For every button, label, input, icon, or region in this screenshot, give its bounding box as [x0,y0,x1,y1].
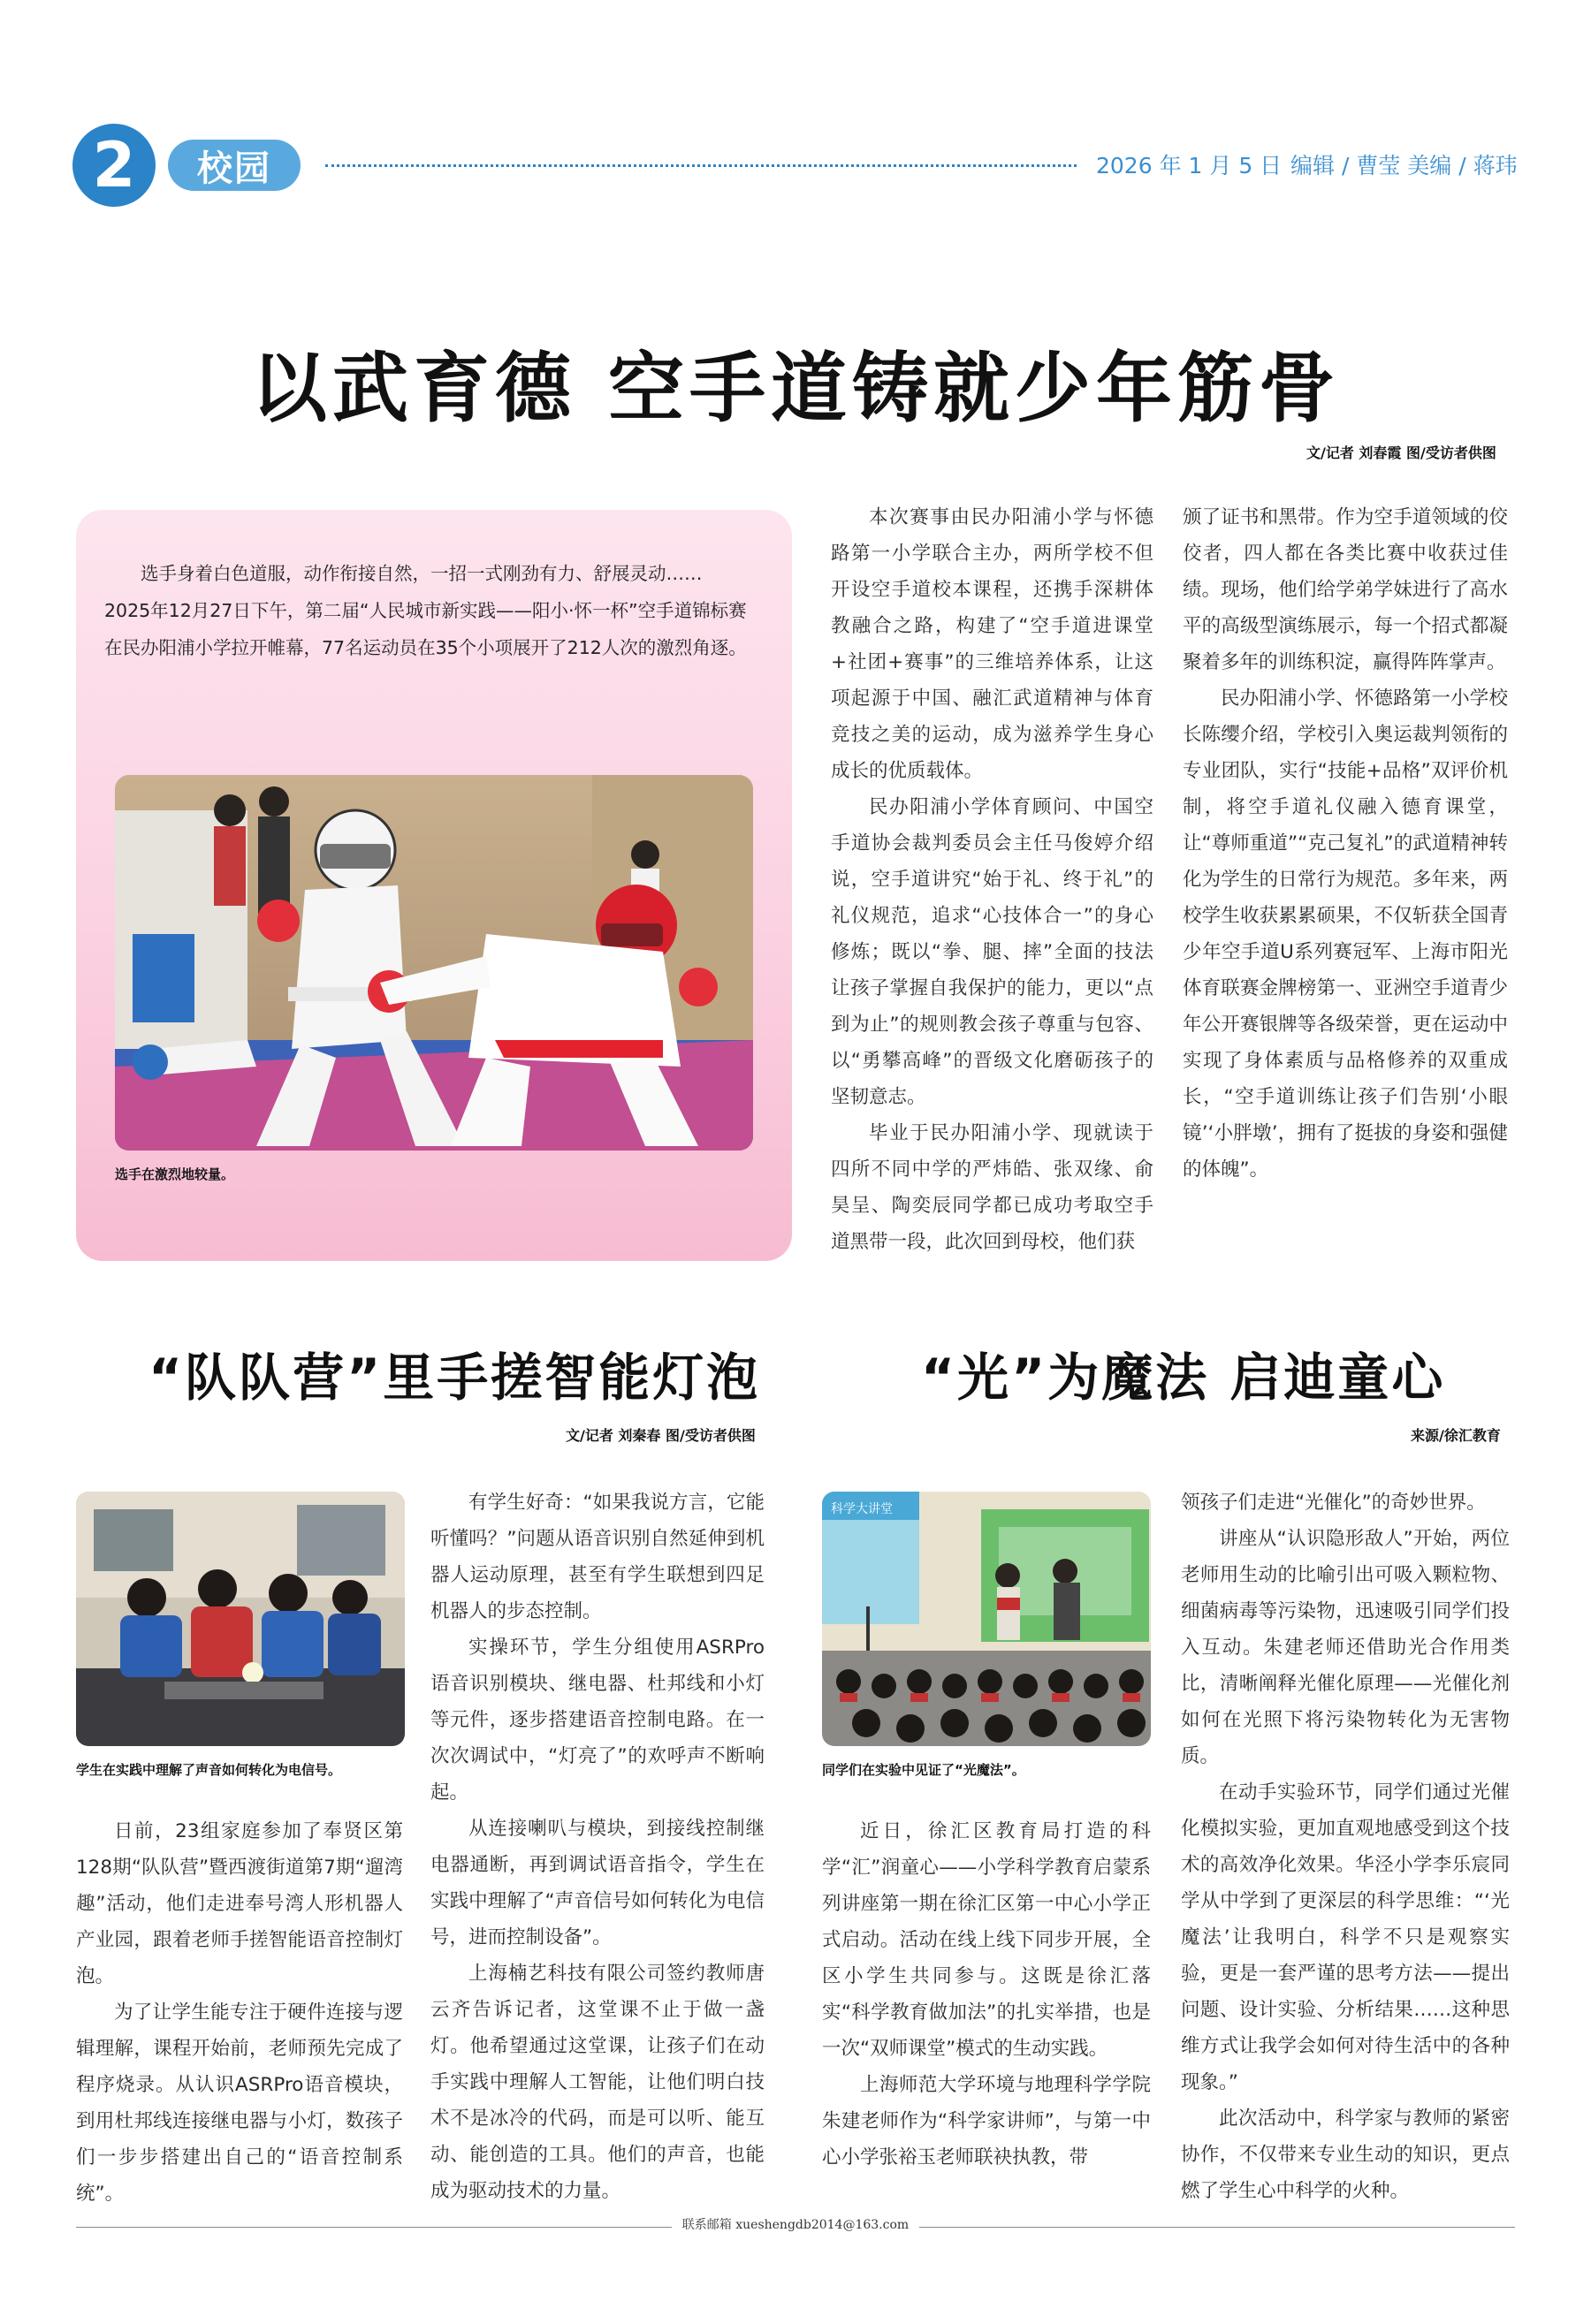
article2-photo-students [76,1492,405,1746]
article3-col2-p3: 在动手实验环节，同学们通过光催化模拟实验，更加直观地感受到这个技术的高效净化效果。华泾小学李乐宸同学从中学到了更深层的科学思维：“‘光魔法’让我明白，科学不只是观察实验，更是一套严谨的思考方法——提出问题、设计实验、分析结果……这种思维方式让我学会如何对待生活中的各种现象。” [1181,1781,1510,2093]
editor-credits: 编辑 / 曹莹 美编 / 蒋玮 [1290,153,1518,178]
article3-col1-p1: 近日，徐汇区教育局打造的科学“汇”润童心——小学科学教育启蒙系列讲座第一期在徐汇区第一中心小学正式启动。活动在线上线下同步开展，全区小学生共同参与。这既是徐汇落实“科学教育做加法”的扎实举措，也是一次“双师课堂”模式的生动实践。 [822,1820,1151,2060]
article1-col1-p2: 民办阳浦小学体育顾问、中国空手道协会裁判委员会主任马俊婷介绍说，空手道讲究“始于礼、终于礼”的礼仪规范，追求“心技体合一”的身心修炼；既以“拳、腿、摔”全面的技法让孩子掌握自我保护的能力，更以“点到为止”的规则教会孩子尊重与包容、以“勇攀高峰”的晋级文化磨砺孩子的坚韧意志。 [831,796,1153,1108]
article1-photo-caption: 选手在激烈地较量。 [115,1166,235,1182]
article2-column-1 [76,1813,403,2212]
article2-col1-p1: 日前，23组家庭参加了奉贤区第128期“队队营”暨西渡街道第7期“遛湾趣”活动，他们走进奉号湾人形机器人产业园，跟着老师手搓智能语音控制灯泡。 [76,1820,403,1987]
article2-title: “队队营”里手搓智能灯泡 [148,1348,761,1408]
article2-photo-caption: 学生在实践中理解了声音如何转化为电信号。 [76,1762,342,1778]
article1-col2-p1: 颁了证书和黑带。作为空手道领域的佼佼者，四人都在各类比赛中收获过佳绩。现场，他们给学弟学妹进行了高水平的高级型演练展示，每一个招式都凝聚着多年的训练积淀，赢得阵阵掌声。 [1183,506,1508,673]
article2-column-2 [430,1485,765,2209]
article2-col1-p2: 为了让学生能专注于硬件连接与逻辑理解，课程开始前，老师预先完成了程序烧录。从认识ASRPro语音模块，到用杜邦线连接继电器与小灯，数孩子们一步步搭建出自己的“语音控制系统”。 [76,2001,403,2205]
article1-column-1 [831,499,1153,1260]
article3-col2-p2: 讲座从“认识隐形敌人”开始，两位老师用生动的比喻引出可吸入颗粒物、细菌病毒等污染物，迅速吸引同学们投入互动。朱建老师还借助光合作用类比，清晰阐释光催化原理——光催化剂如何在光照下将污染物转化为无害物质。 [1181,1528,1510,1767]
article3-col1-p2: 上海师范大学环境与地理科学学院朱建老师作为“科学家讲师”，与第一中心小学张裕玉老师联袂执教，带 [822,2074,1151,2168]
article2-col2-p1: 有学生好奇：“如果我说方言，它能听懂吗？”问题从语音识别自然延伸到机器人运动原理，甚至有学生联想到四足机器人的步态控制。 [430,1492,765,1622]
issue-date: 2026 年 1 月 5 日 [1096,153,1283,178]
footer-contact: 联系邮箱 xueshengdb2014@163.com [672,2218,919,2232]
section-label: 校园 [168,140,301,191]
article3-col2-p1: 领孩子们走进“光催化”的奇妙世界。 [1181,1492,1486,1514]
footer [0,2215,1591,2233]
article3-column-2 [1181,1485,1510,2209]
article3-photo-caption: 同学们在实验中见证了“光魔法”。 [822,1762,1025,1778]
article2-col2-p3: 从连接喇叭与模块，到接线控制继电器通断，再到调试语音指令，学生在实践中理解了“声音信号如何转化为电信号，进而控制设备”。 [430,1818,765,1948]
article1-col1-p1: 本次赛事由民办阳浦小学与怀德路第一小学联合主办，两所学校不但开设空手道校本课程，还携手深耕体教融合之路，构建了“空手道进课堂+社团+赛事”的三维培养体系，让这项起源于中国、融汇武道精神与体育竞技之美的运动，成为滋养学生身心成长的优质载体。 [831,506,1153,782]
article3-byline: 来源/徐汇教育 [1411,1427,1501,1444]
article2-byline: 文/记者 刘秦春 图/受访者供图 [566,1427,756,1444]
article1-photo-karate [115,775,753,1151]
article3-column-1 [822,1813,1151,2176]
article1-title: 以武育德 空手道铸就少年筋骨 [251,345,1340,433]
article3-screen-text: 科学大讲堂 [831,1502,893,1516]
article1-col2-p2: 民办阳浦小学、怀德路第一小学校长陈缨介绍，学校引入奥运裁判领衔的专业团队，实行“技能+品格”双评价机制，将空手道礼仪融入德育课堂，让“尊师重道”“克己复礼”的武道精神转化为学生的日常行为规范。多年来，两校学生收获累累硕果，不仅斩获全国青少年空手道U系列赛冠军、上海市阳光体育联赛金牌榜第一、亚洲空手道青少年公开赛银牌等各级荣誉，更在运动中实现了身体素质与品格修养的双重成长，“空手道训练让孩子们告别‘小眼镜’‘小胖墩’，拥有了挺拔的身姿和强健的体魄”。 [1183,687,1508,1181]
article1-col1-p3: 毕业于民办阳浦小学、现就读于四所不同中学的严炜皓、张双缘、俞昊呈、陶奕辰同学都已成功考取空手道黑带一段，此次回到母校，他们获 [831,1122,1153,1253]
article3-photo-classroom [822,1492,1151,1746]
header-divider [325,164,1077,167]
article2-col2-p4: 上海楠艺科技有限公司签约教师唐云齐告诉记者，这堂课不止于做一盏灯。他希望通过这堂课，让孩子们在动手实践中理解人工智能，让他们明白技术不是冰冷的代码，而是可以听、能互动、能创造的工具。他们的声音，也能成为驱动技术的力量。 [430,1963,765,2202]
article1-lead: 选手身着白色道服，动作衔接自然，一招一式刚劲有力、舒展灵动……2025年12月27日下午，第二届“人民城市新实践——阳小·怀一杯”空手道锦标赛在民办阳浦小学拉开帷幕，77名运动员在35个小项展开了212人次的激烈角逐。 [104,563,747,658]
article1-byline: 文/记者 刘春霞 图/受访者供图 [1306,444,1496,461]
article1-column-2 [1183,499,1508,1188]
article2-col2-p2: 实操环节，学生分组使用ASRPro语音识别模块、继电器、杜邦线和小灯等元件，逐步搭建语音控制电路。在一次次调试中，“灯亮了”的欢呼声不断响起。 [430,1637,765,1804]
article3-col2-p4: 此次活动中，科学家与教师的紧密协作，不仅带来专业生动的知识，更点燃了学生心中科学的火种。 [1181,2108,1510,2202]
article3-title: “光”为魔法 启迪童心 [921,1348,1446,1408]
page-number: 2 [72,124,156,207]
